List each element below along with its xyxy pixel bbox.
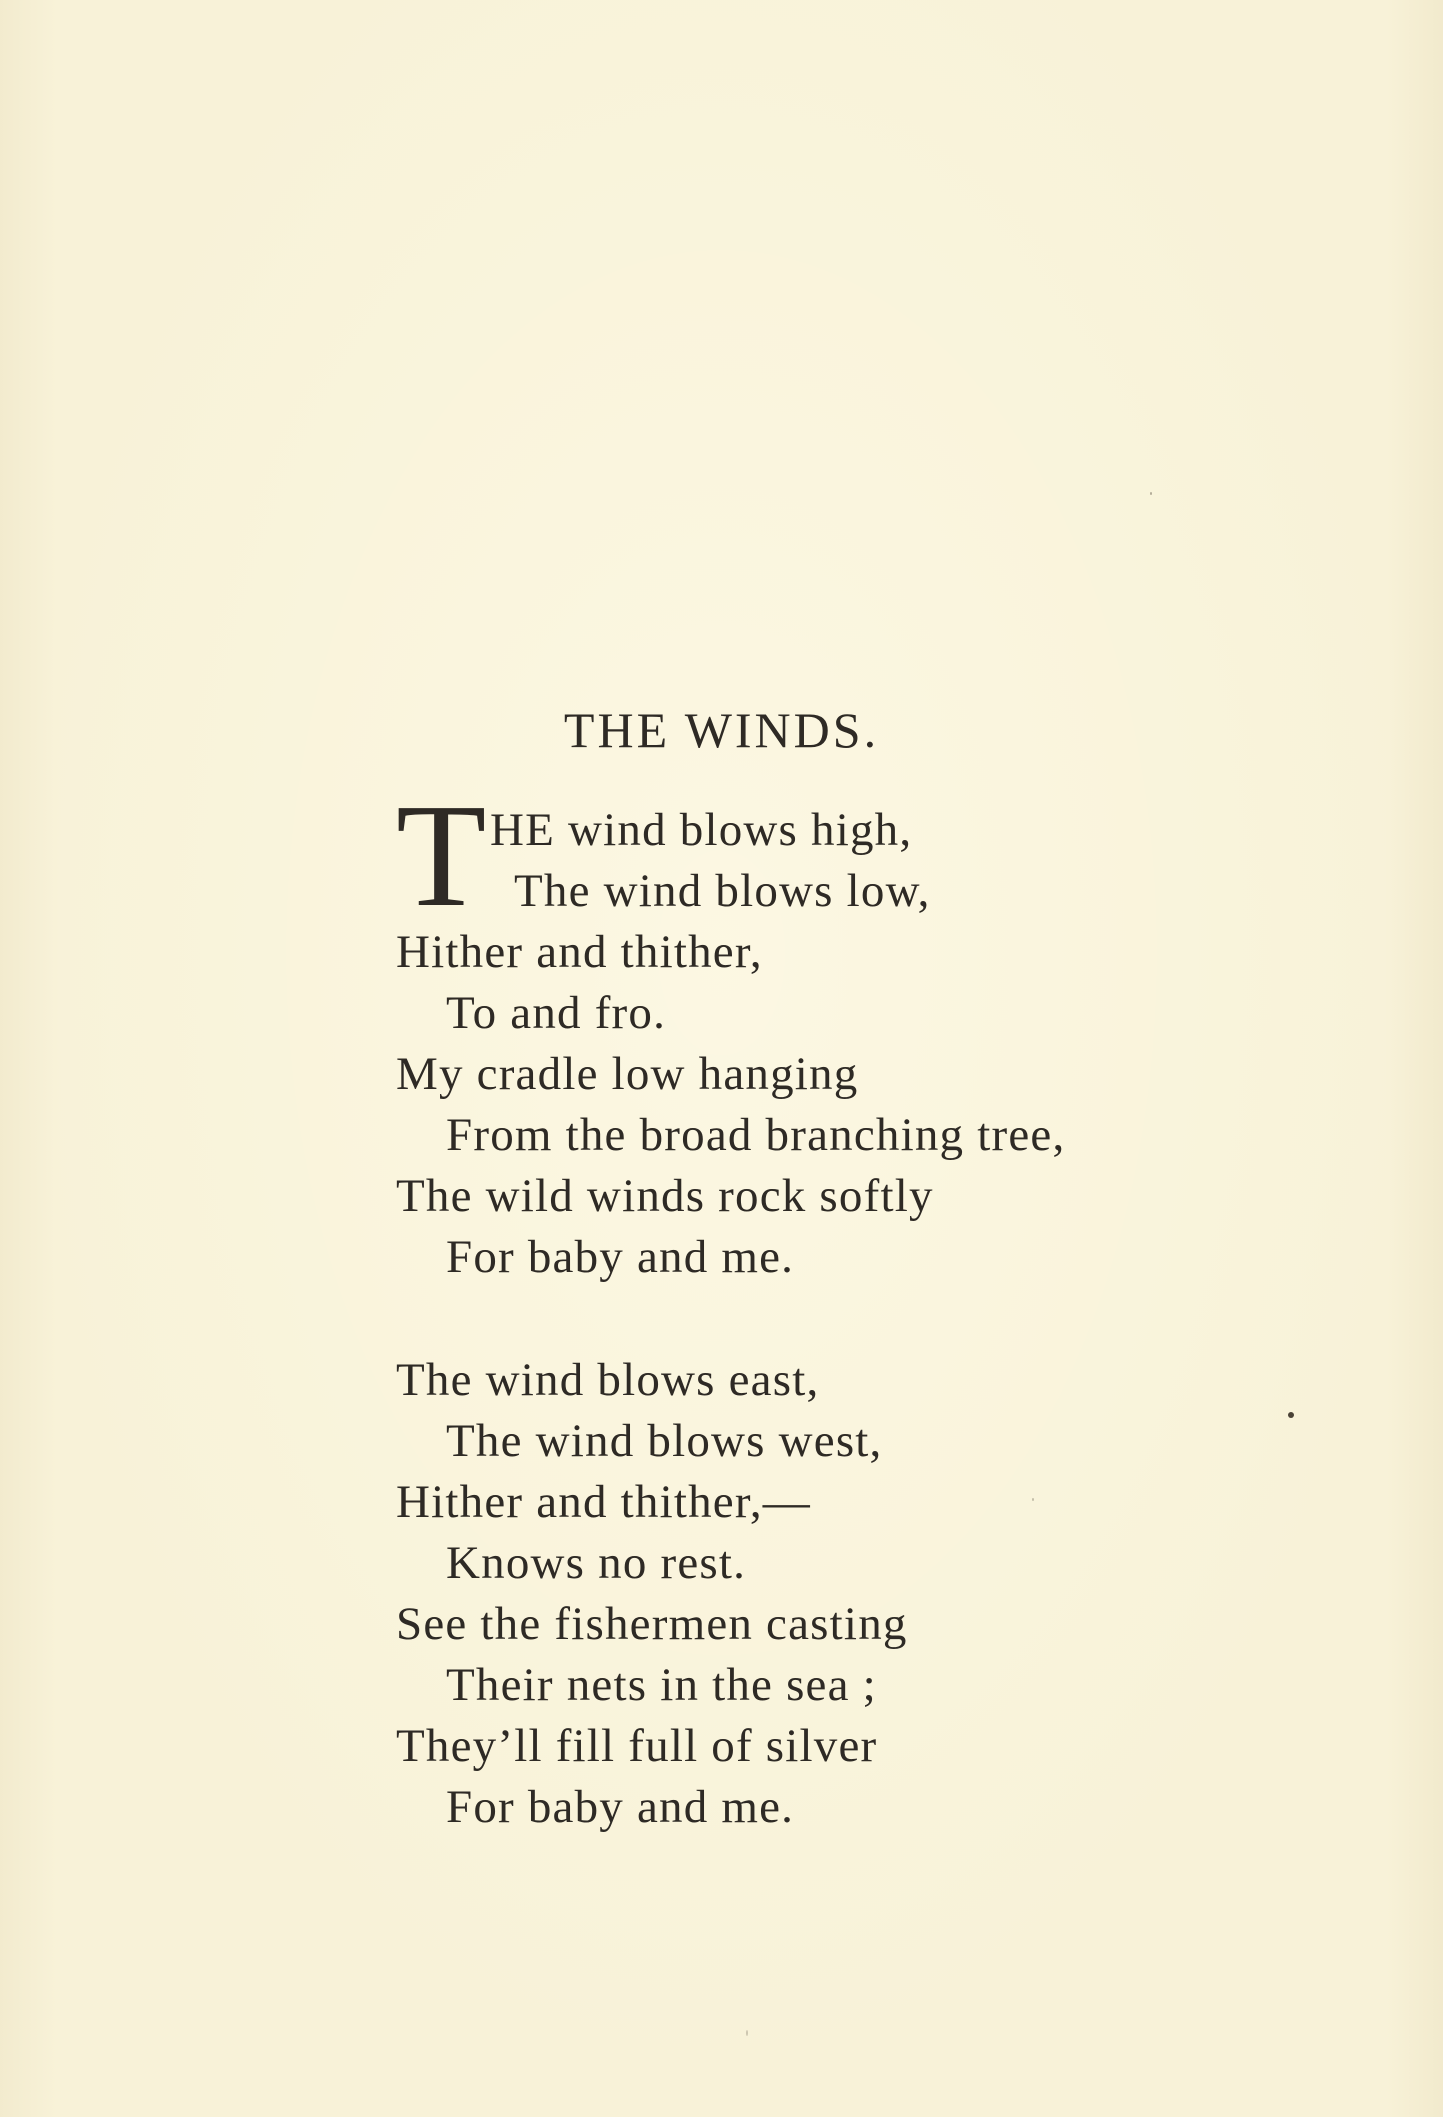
poem-line: My cradle low hanging <box>396 1048 859 1100</box>
poem-line: The wild winds rock softly <box>396 1170 934 1222</box>
stanza-2 <box>396 1350 1296 1838</box>
poem-title: THE WINDS. <box>563 702 880 758</box>
stanza-1 <box>396 774 1296 1288</box>
poem-line: For baby and me. <box>446 1781 795 1833</box>
poem-line: The wind blows low, <box>514 865 931 917</box>
paper-speck <box>1288 1412 1294 1418</box>
poem-body <box>396 774 1296 1838</box>
poem-line: Hither and thither,— <box>396 1476 811 1528</box>
stanza-break <box>396 1288 1296 1350</box>
drop-cap: T <box>396 774 488 938</box>
poem-line: Hither and thither, <box>396 926 763 978</box>
poem-line: Their nets in the sea ; <box>446 1659 877 1711</box>
poem-line: They’ll fill full of silver <box>396 1720 878 1772</box>
poem-line: For baby and me. <box>446 1231 795 1283</box>
poem-line: To and fro. <box>446 987 667 1039</box>
paper-speck <box>1032 1498 1034 1501</box>
paper-speck <box>1150 492 1152 495</box>
poem-line: The wind blows west, <box>446 1415 883 1467</box>
poem-line: The wind blows east, <box>396 1354 820 1406</box>
poem-line: See the fishermen casting <box>396 1598 908 1650</box>
poem-line: Knows no rest. <box>446 1537 747 1589</box>
poem-line: HE wind blows high, <box>490 804 913 856</box>
paper-speck <box>746 2030 748 2036</box>
poem-line: From the broad branching tree, <box>446 1109 1066 1161</box>
